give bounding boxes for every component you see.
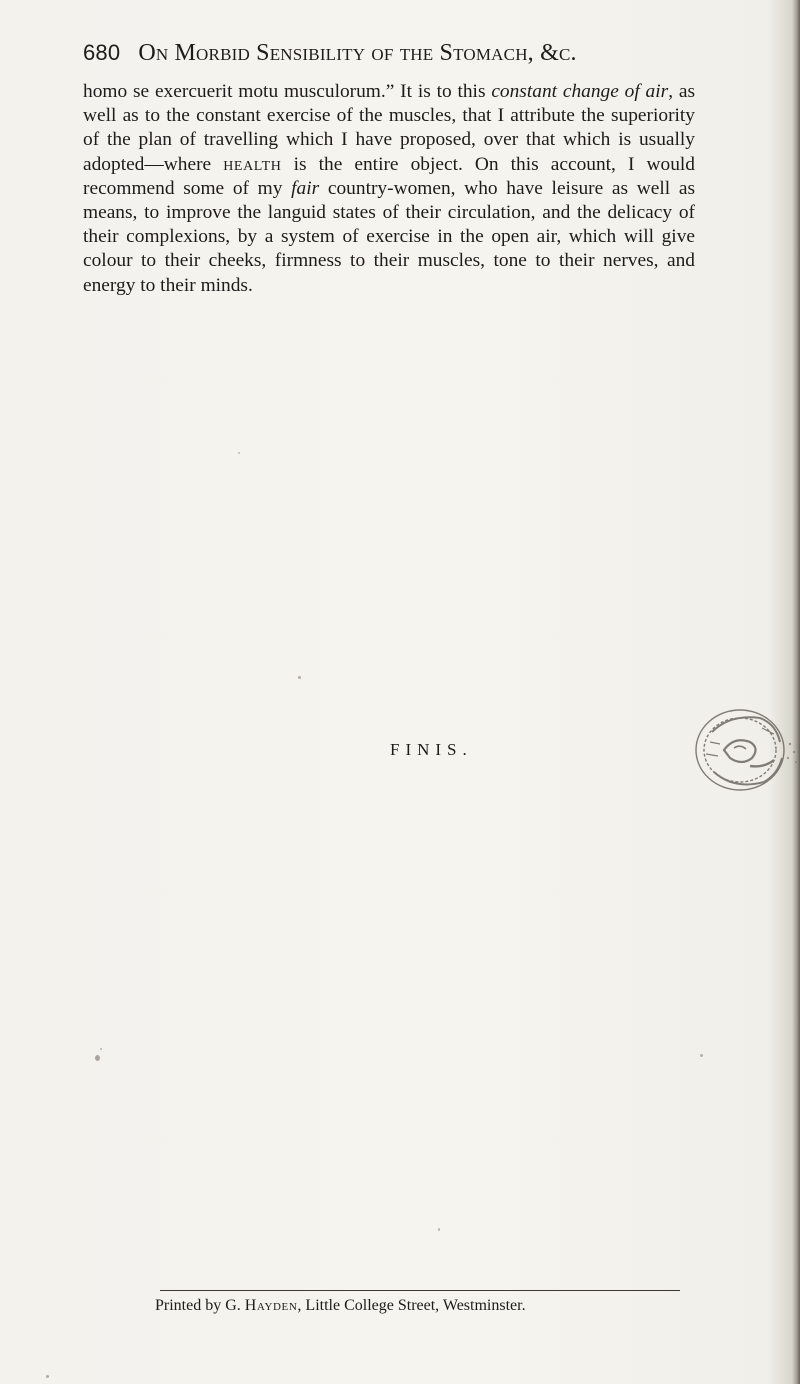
running-head <box>83 38 703 68</box>
paper-speck <box>438 1228 440 1231</box>
colophon-rule <box>160 1290 680 1291</box>
text-run: is the entire object. On this account, I would recommend some of my <box>83 153 695 199</box>
printer-colophon <box>155 1296 685 1316</box>
body-text <box>83 80 695 298</box>
library-stamp-icon <box>690 692 800 812</box>
colophon-prefix: Printed by G. <box>155 1297 245 1314</box>
text-run: country-women, who have leisure as well as means, to improve the languid states of their circulation, and the delicacy of their complexions, by a system of exercise in the open air, which will give colour to their cheeks, firmness to their muscles, tone to their nerves, and energy to their minds. <box>83 177 696 296</box>
small-caps-word: health <box>223 153 282 175</box>
paper-speck <box>700 1054 703 1057</box>
paragraph <box>83 80 695 298</box>
italic-phrase: constant change of air <box>491 81 669 102</box>
paper-speck <box>298 676 301 679</box>
finis-text: FINIS. <box>390 740 473 759</box>
text-run: homo se exercuerit motu musculorum.” It is to this <box>83 81 492 102</box>
text-run: , as well as to the constant exercise of the muscles, that I attribute the superiority of the plan of travelling which I have proposed, over that which is usually adopted—where <box>83 81 696 175</box>
paper-speck <box>46 1375 49 1378</box>
paper-speck <box>100 1048 102 1050</box>
page-number: 680 <box>83 40 121 65</box>
paper-speck <box>238 452 240 454</box>
printer-name: Hayden <box>244 1297 298 1314</box>
running-head-title: On Morbid Sensibility of the Stomach, &c. <box>138 40 577 66</box>
paper-speck <box>95 1055 100 1061</box>
italic-word: fair <box>291 177 320 199</box>
colophon-address: , Little College Street, Westminster. <box>297 1297 526 1314</box>
